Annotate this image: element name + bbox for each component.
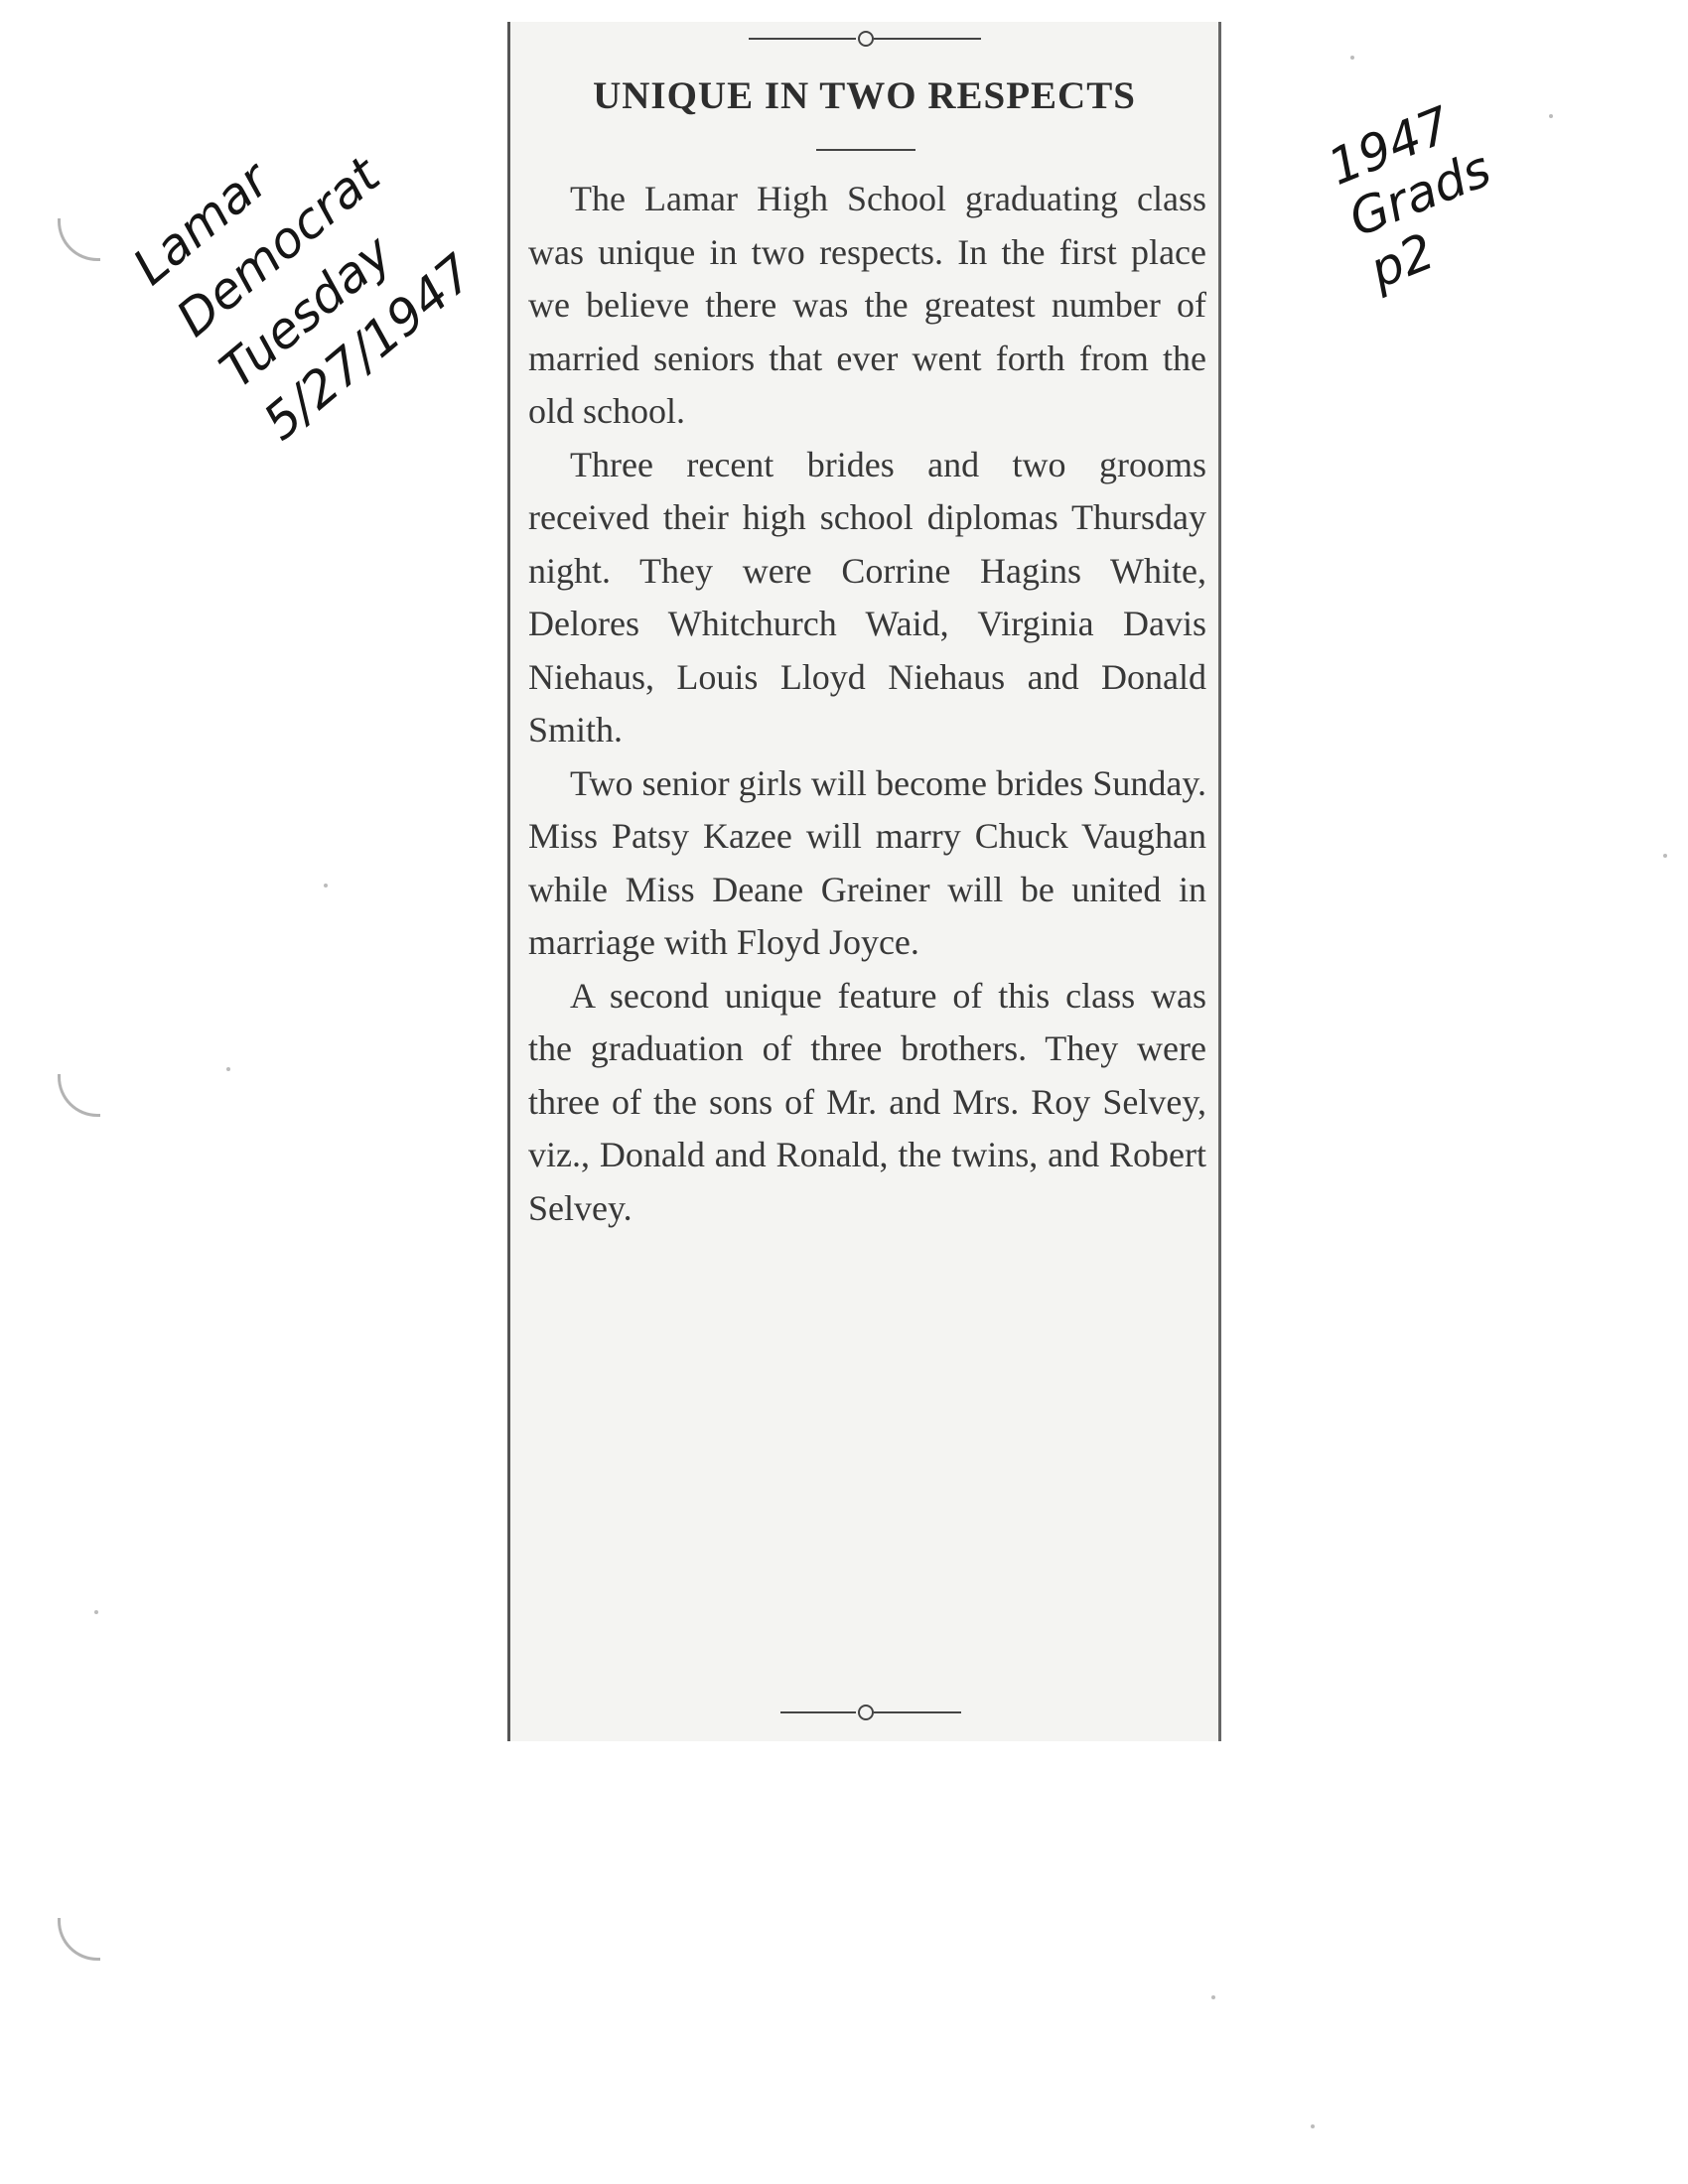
article-paragraph-1: The Lamar High School graduating class was unique in two respects. In the first place we believe there was the greatest number of married seniors that ever went forth from the old school.: [528, 179, 1206, 431]
top-ornament-divider: [510, 28, 1218, 48]
newspaper-clipping: [507, 22, 1221, 1741]
binder-hole-bottom: [58, 1918, 100, 1961]
scan-speck: [1549, 114, 1553, 118]
binder-hole-top: [58, 218, 100, 261]
scan-speck: [94, 1610, 98, 1614]
bottom-ornament-divider: [510, 1702, 1218, 1721]
article-body: [528, 173, 1206, 1235]
scan-speck: [1663, 854, 1667, 858]
scan-speck: [1350, 56, 1354, 60]
scan-speck: [1211, 1995, 1215, 1999]
headline-rule: [816, 149, 915, 151]
binder-hole-middle: [58, 1074, 100, 1117]
scan-speck: [226, 1067, 230, 1071]
article-paragraph-2: Three recent brides and two grooms received their high school diplomas Thursday night. They were Corrine Hagins White, Delores Whitchurch Waid, Virginia Davis Niehaus, Louis Lloyd Niehaus and Donald Smith.: [528, 444, 1206, 750]
scan-speck: [324, 884, 328, 887]
article-headline: UNIQUE IN TWO RESPECTS: [593, 74, 1136, 117]
handwritten-topic-note: 1947 Grads p2: [1320, 95, 1499, 300]
scan-speck: [1311, 2124, 1315, 2128]
handwritten-source-note: Lamar Democrat Tuesday 5/27/1947: [122, 146, 486, 452]
article-paragraph-4: A second unique feature of this class was the graduation of three brothers. They were three of the sons of Mr. and Mrs. Roy Selvey, viz., Donald and Ronald, the twins, and Robert Selvey.: [528, 975, 1206, 1228]
article-paragraph-3: Two senior girls will become brides Sunday. Miss Patsy Kazee will marry Chuck Vaughan while Miss Deane Greiner will be united in marriage with Floyd Joyce.: [528, 762, 1206, 962]
